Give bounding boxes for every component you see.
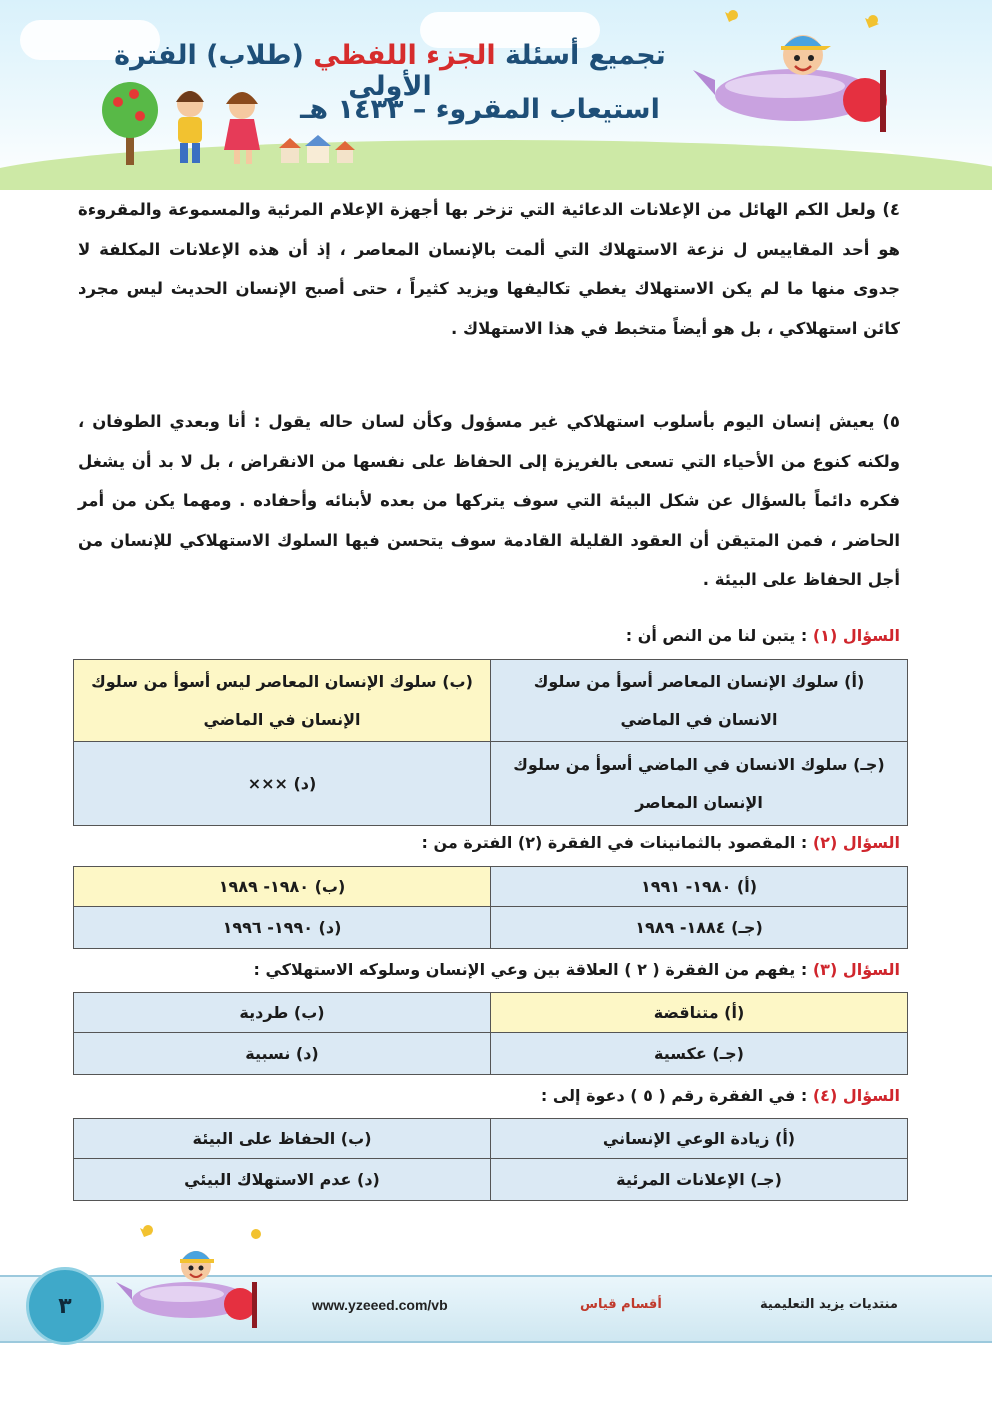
question-number: السؤال (٣) [812, 960, 900, 979]
option-c[interactable]: (جـ) سلوك الانسان في الماضي أسوأ من سلوك الإنسان المعاصر [491, 742, 908, 826]
title-part-3: (طلاب) الفترة الأولى [114, 40, 432, 102]
question-2-options [73, 866, 908, 949]
question-number: السؤال (٢) [812, 833, 900, 852]
question-4-options [73, 1118, 908, 1201]
question-text: : يفهم من الفقرة ( ٢ ) العلاقة بين وعي الإنسان وسلوكه الاستهلاكي : [253, 960, 813, 979]
question-1-label [80, 626, 900, 645]
option-a[interactable]: (أ) سلوك الإنسان المعاصر أسوأ من سلوك الانسان في الماضي [491, 660, 908, 742]
footer-section-link[interactable]: أقسام قياس [580, 1297, 662, 1312]
option-d[interactable]: (د) ××× [74, 742, 491, 826]
option-c[interactable]: (جـ) ١٨٨٤- ١٩٨٩ [491, 907, 908, 949]
page-title [90, 40, 690, 102]
footer-site-name: منتديات يزيد التعليمية [760, 1297, 898, 1312]
option-b[interactable]: (ب) سلوك الإنسان المعاصر ليس أسوأ من سلوك الإنسان في الماضي [74, 660, 491, 742]
option-b[interactable]: (ب) ١٩٨٠- ١٩٨٩ [74, 867, 491, 907]
paragraph-5: ٥) يعيش إنسان اليوم بأسلوب استهلاكي غير مسؤول وكأن لسان حاله يقول : أنا وبعدي الطوفان ، ولكنه كنوع من الأحياء التي تسعى بالغريزة إلى الحفاظ على نفسها من الانقراض ، بل لا بد أن يشغل فكره دائماً بالسؤال عن شكل البيئة التي سوف يتركها من بعده لأبنائه وأحفاده . ومهما يكن من أمر الحاضر ، فمن المتيقن أن العقود القليلة القادمة سوف يتحسن فيها السلوك الاستهلاكي للإنسان من أجل الحفاظ على البيئة . [78, 412, 900, 589]
option-a[interactable]: (أ) متناقضة [491, 993, 908, 1033]
footer-url-link[interactable]: www.yzeeed.com/vb [312, 1297, 448, 1313]
question-4-label [80, 1086, 900, 1105]
houses-illustration [275, 135, 365, 165]
question-text: : المقصود بالثمانينات في الفقرة (٢) الفترة من : [421, 833, 813, 852]
option-c[interactable]: (جـ) الإعلانات المرئية [491, 1159, 908, 1201]
page-subtitle: استيعاب المقروء – ١٤٣٣ هـ [300, 94, 660, 125]
question-3-options [73, 992, 908, 1075]
option-d[interactable]: (د) نسبية [74, 1033, 491, 1075]
airplane-illustration [685, 0, 910, 150]
paragraph-4: ٤) ولعل الكم الهائل من الإعلانات الدعائية التي تزخر بها أجهزة الإعلام المرئية والمسموعة والمقروءة هو أحد المقاييس ل نزعة الاستهلاك التي ألمت بالإنسان المعاصر ، إذ أن هذه الإعلانات المكلفة لا جدوى منها ما لم يكن الاستهلاك يغطي تكاليفها ويزيد كثيراً ، حتى أصبح الإنسان الحديث ليس مجرد كائن استهلاكي ، بل هو أيضاً متخبط في هذا الاستهلاك . [78, 200, 900, 338]
option-c[interactable]: (جـ) عكسية [491, 1033, 908, 1075]
question-2-label [80, 833, 900, 852]
question-text: : يتبن لنا من النص أن : [625, 626, 813, 645]
page-number: ٣ [26, 1267, 104, 1345]
question-3-label [80, 960, 900, 979]
question-number: السؤال (٤) [812, 1086, 900, 1105]
option-b[interactable]: (ب) الحفاظ على البيئة [74, 1119, 491, 1159]
option-a[interactable]: (أ) ١٩٨٠- ١٩٩١ [491, 867, 908, 907]
footer-airplane-illustration [110, 1220, 280, 1340]
option-d[interactable]: (د) عدم الاستهلاك البيئي [74, 1159, 491, 1201]
question-number: السؤال (١) [812, 626, 900, 645]
question-1-options [73, 659, 908, 826]
option-b[interactable]: (ب) طردية [74, 993, 491, 1033]
option-a[interactable]: (أ) زيادة الوعي الإنساني [491, 1119, 908, 1159]
question-text: : في الفقرة رقم ( ٥ ) دعوة إلى : [540, 1086, 813, 1105]
title-part-1: تجميع أسئلة [495, 40, 666, 71]
title-part-highlight: الجزء اللفظي [313, 40, 496, 71]
option-d[interactable]: (د) ١٩٩٠- ١٩٩٦ [74, 907, 491, 949]
